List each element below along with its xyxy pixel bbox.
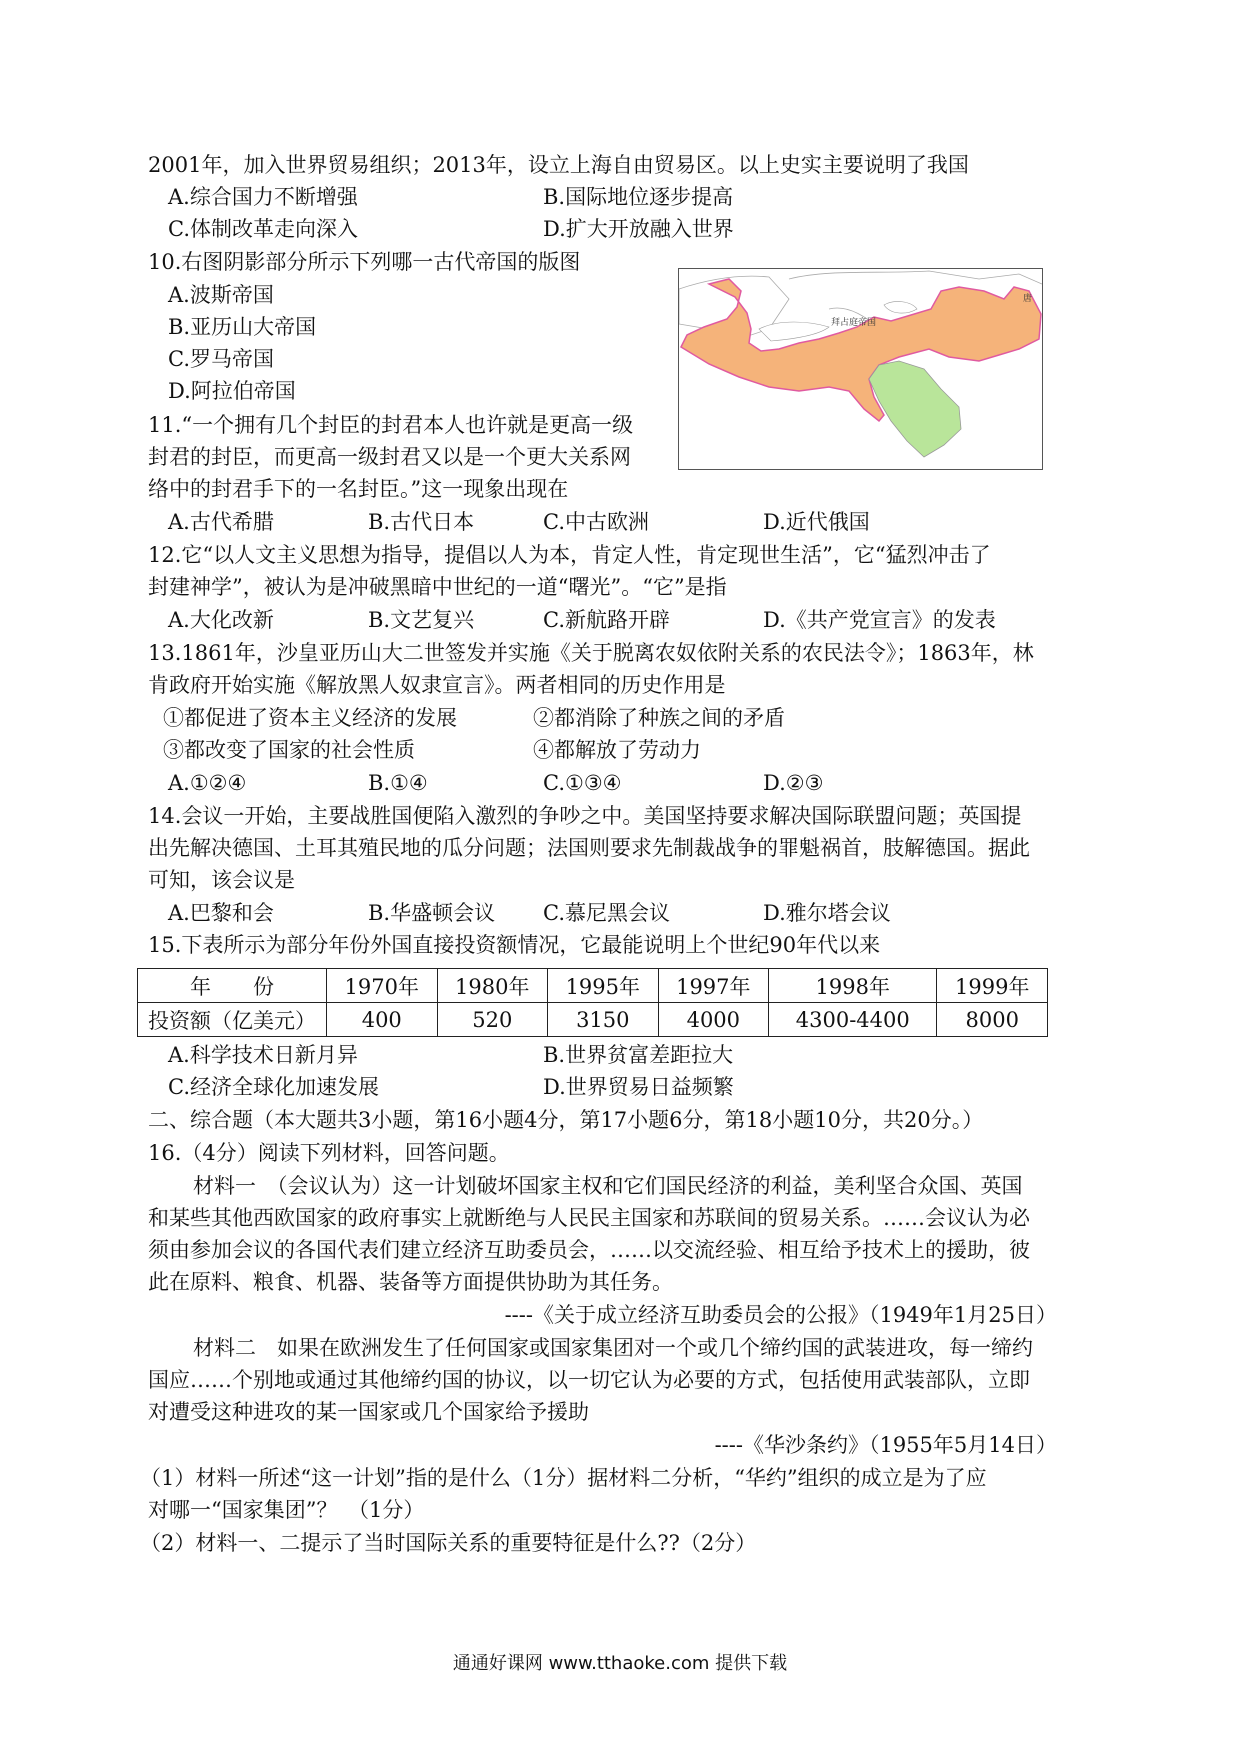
q10-option-d: D.阿拉伯帝国 — [168, 379, 296, 403]
table-header-amount: 投资额（亿美元） — [138, 1003, 327, 1037]
empire-region — [681, 279, 1041, 421]
q16-material1-line-1: 材料一 （会议认为）这一计划破坏国家主权和它们国民经济的利益，美利坚合众国、英国 — [193, 1174, 1023, 1198]
q13-statement-1: ①都促进了资本主义经济的发展 — [163, 706, 457, 730]
q14-option-c: C.慕尼黑会议 — [543, 901, 670, 925]
q12-line-1: 12.它“以人文主义思想为指导，提倡以人为本，肯定人性，肯定现世生活”，它“猛烈冲击了 — [148, 543, 991, 567]
table-cell: 4000 — [658, 1003, 769, 1037]
q13-statement-3: ③都改变了国家的社会性质 — [163, 738, 415, 762]
empire-map-svg — [679, 269, 1042, 469]
table-cell: 400 — [327, 1003, 438, 1037]
q11-option-a: A.古代希腊 — [168, 510, 274, 534]
table-cell: 8000 — [937, 1003, 1048, 1037]
q16-material2-line-3: 对遭受这种进攻的某一国家或几个国家给予援助 — [148, 1400, 589, 1424]
q11-line-1: 11.“一个拥有几个封臣的封君本人也许就是更高一级 — [148, 413, 634, 437]
tang-label: 唐 — [1023, 294, 1033, 304]
table-header-year: 年 份 — [138, 969, 327, 1003]
q10-stem: 10.右图阴影部分所示下列哪一古代帝国的版图 — [148, 250, 581, 274]
mediterranean-sea — [759, 322, 829, 341]
q15-option-b: B.世界贫富差距拉大 — [543, 1043, 734, 1067]
table-cell: 4300-4400 — [769, 1003, 937, 1037]
q14-line-1: 14.会议一开始，主要战胜国便陷入激烈的争吵之中。美国坚持要求解决国际联盟问题；英国提 — [148, 804, 1022, 828]
q11-option-d: D.近代俄国 — [763, 510, 870, 534]
q16-source-1: ----《关于成立经济互助委员会的公报》（1949年1月25日） — [504, 1303, 1057, 1327]
q9-option-c: C.体制改革走向深入 — [168, 217, 358, 241]
q16-material1-line-4: 此在原料、粮食、机器、装备等方面提供协助为其任务。 — [148, 1270, 673, 1294]
q10-option-c: C.罗马帝国 — [168, 347, 274, 371]
q13-statement-2: ②都消除了种族之间的矛盾 — [533, 706, 785, 730]
byzantine-label: 拜占庭帝国 — [831, 318, 877, 328]
q14-line-3: 可知，该会议是 — [148, 868, 295, 892]
q12-option-b: B.文艺复兴 — [368, 608, 475, 632]
table-cell: 1980年 — [437, 969, 548, 1003]
q14-option-b: B.华盛顿会议 — [368, 901, 496, 925]
q12-line-2: 封建神学”，被认为是冲破黑暗中世纪的一道“曙光”。“它”是指 — [148, 575, 727, 599]
q13-option-a: A.①②④ — [168, 771, 247, 795]
page-footer: 通通好课网 www.tthaoke.com 提供下载 — [452, 1653, 788, 1674]
q16-sub1-line-1: （1）材料一所述“这一计划”指的是什么（1分）据材料二分析，“华约”组织的成立是为了应 — [140, 1466, 987, 1490]
empire-map — [678, 268, 1043, 470]
q11-line-2: 封君的封臣，而更高一级封君又以是一个更大关系网 — [148, 445, 631, 469]
q16-stem: 16.（4分）阅读下列材料，回答问题。 — [148, 1141, 510, 1165]
table-cell: 1998年 — [769, 969, 937, 1003]
q12-option-a: A.大化改新 — [168, 608, 274, 632]
arabia-region — [869, 361, 961, 457]
table-row — [138, 1003, 1048, 1037]
q16-sub1-line-2: 对哪一“国家集团”？ （1分） — [148, 1498, 425, 1522]
q9-option-b: B.国际地位逐步提高 — [543, 185, 734, 209]
q16-source-2: ----《华沙条约》（1955年5月14日） — [714, 1433, 1057, 1457]
table-cell: 3150 — [548, 1003, 659, 1037]
table-cell: 520 — [437, 1003, 548, 1037]
table-cell: 1999年 — [937, 969, 1048, 1003]
q15-option-c: C.经济全球化加速发展 — [168, 1075, 379, 1099]
table-cell: 1997年 — [658, 969, 769, 1003]
section-2-heading: 二、综合题（本大题共3小题，第16小题4分，第17小题6分，第18小题10分，共20分。） — [148, 1108, 984, 1132]
q16-material1-line-2: 和某些其他西欧国家的政府事实上就断绝与人民民主国家和苏联间的贸易关系。……会议认为必 — [148, 1206, 1030, 1230]
q12-option-c: C.新航路开辟 — [543, 608, 670, 632]
table-cell: 1995年 — [548, 969, 659, 1003]
q11-line-3: 络中的封君手下的一名封臣。”这一现象出现在 — [148, 477, 569, 501]
q9-option-d: D.扩大开放融入世界 — [543, 217, 734, 241]
q9-stem: 2001年，加入世界贸易组织；2013年，设立上海自由贸易区。以上史实主要说明了我国 — [148, 153, 969, 177]
q16-sub2: （2）材料一、二提示了当时国际关系的重要特征是什么??（2分） — [140, 1531, 757, 1555]
q16-material1-line-3: 须由参加会议的各国代表们建立经济互助委员会，……以交流经验、相互给予技术上的援助，彼 — [148, 1238, 1030, 1262]
q14-line-2: 出先解决德国、土耳其殖民地的瓜分问题；法国则要求先制裁战争的罪魁祸首，肢解德国。据此 — [148, 836, 1030, 860]
q13-option-b: B.①④ — [368, 771, 428, 795]
q12-option-d: D.《共产党宣言》的发表 — [763, 608, 996, 632]
q13-option-d: D.②③ — [763, 771, 824, 795]
q15-option-d: D.世界贸易日益频繁 — [543, 1075, 734, 1099]
q15-option-a: A.科学技术日新月异 — [168, 1043, 358, 1067]
q13-option-c: C.①③④ — [543, 771, 622, 795]
q16-material2-line-2: 国应……个别地或通过其他缔约国的协议，以一切它认为必要的方式，包括使用武装部队，立即 — [148, 1368, 1030, 1392]
table-row — [138, 969, 1048, 1003]
q15-stem: 15.下表所示为部分年份外国直接投资额情况，它最能说明上个世纪90年代以来 — [148, 933, 881, 957]
table-cell: 1970年 — [327, 969, 438, 1003]
q13-line-1: 13.1861年，沙皇亚历山大二世签发并实施《关于脱离农奴依附关系的农民法令》；1863年，林 — [148, 641, 1034, 665]
q13-statement-4: ④都解放了劳动力 — [533, 738, 701, 762]
black-sea — [884, 302, 917, 314]
investment-table — [137, 968, 1048, 1037]
q9-option-a: A.综合国力不断增强 — [168, 185, 358, 209]
q16-material2-line-1: 材料二 如果在欧洲发生了任何国家或国家集团对一个或几个缔约国的武装进攻，每一缔约 — [193, 1336, 1033, 1360]
q14-option-d: D.雅尔塔会议 — [763, 901, 891, 925]
q10-option-b: B.亚历山大帝国 — [168, 315, 317, 339]
q10-option-a: A.波斯帝国 — [168, 283, 274, 307]
q14-option-a: A.巴黎和会 — [168, 901, 274, 925]
q11-option-c: C.中古欧洲 — [543, 510, 649, 534]
q13-line-2: 肯政府开始实施《解放黑人奴隶宣言》。两者相同的历史作用是 — [148, 673, 726, 697]
q11-option-b: B.古代日本 — [368, 510, 475, 534]
